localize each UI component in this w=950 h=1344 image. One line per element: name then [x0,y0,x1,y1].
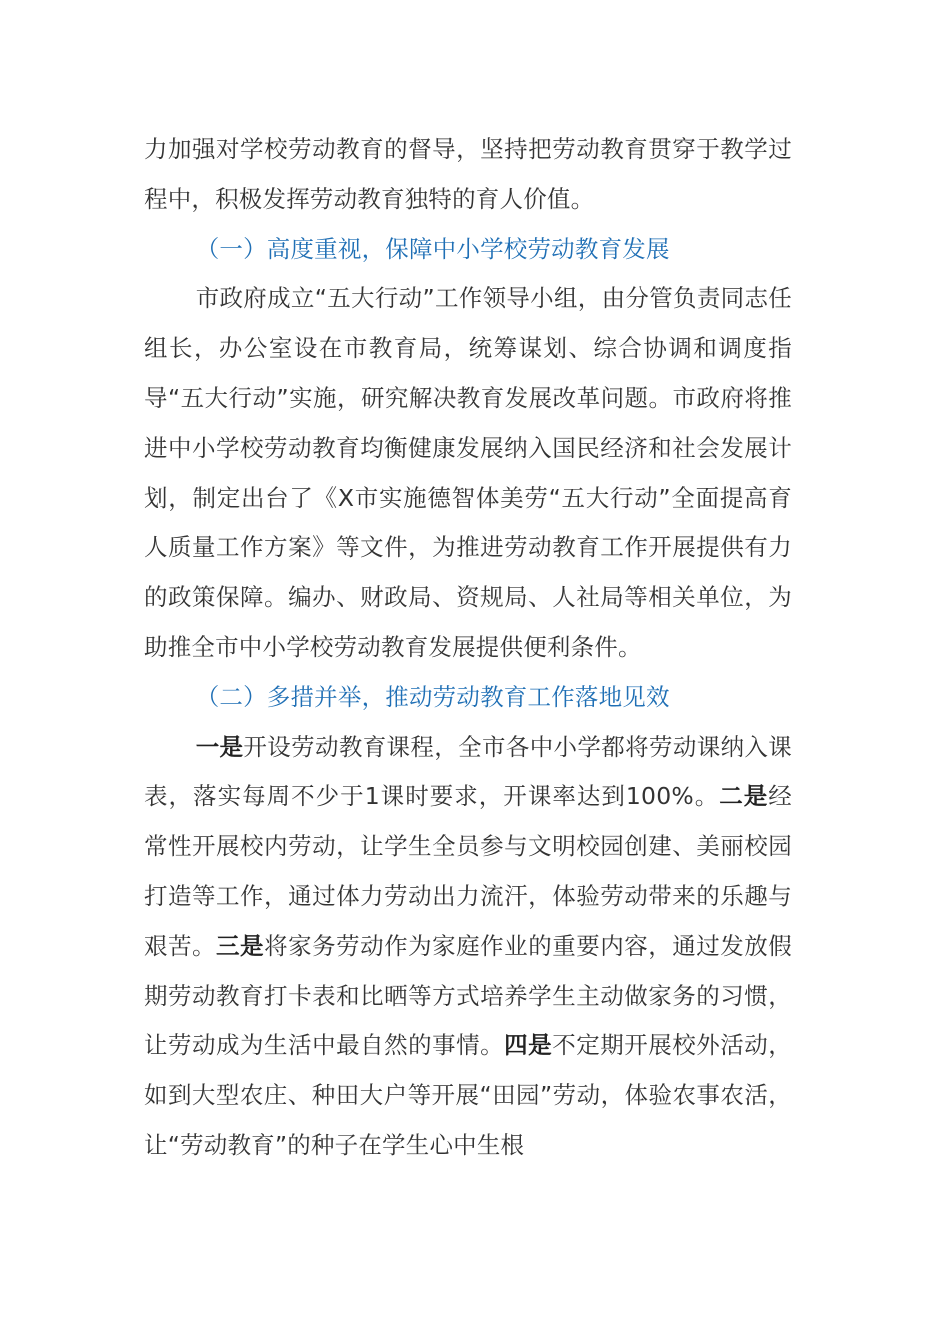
document-page [144,125,792,1171]
point-lead-4: 四是 [504,1031,553,1060]
section-1-paragraph: 市政府成立“五大行动”工作领导小组，由分管负责同志任组长，办公室设在市教育局，统筹谋划、综合协调和调度指导“五大行动”实施，研究解决教育发展改革问题。市政府将推进中小学校劳动教育均衡健康发展纳入国民经济和社会发展计划，制定出台了《X市实施德智体美劳“五大行动”全面提高育人质量工作方案》等文件，为推进劳动教育工作开展提供有力的政策保障。编办、财政局、资规局、人社局等相关单位，为助推全市中小学校劳动教育发展提供便利条件。 [144,284,792,661]
section-heading-1: （一）高度重视，保障中小学校劳动教育发展 [195,234,670,263]
section-2-paragraph [144,723,792,1171]
point-lead-1: 一是 [195,732,244,761]
point-lead-3: 三是 [216,931,265,960]
section-heading-2: （二）多措并举，推动劳动教育工作落地见效 [195,682,670,711]
point-text-4: 不定期开展校外活动，如到大型农庄、种田大户等开展“田园”劳动，体验农事农活，让“劳动教育”的种子在学生心中生根 [144,1031,793,1159]
point-text-3: 将家务劳动作为家庭作业的重要内容，通过发放假期劳动教育打卡表和比晒等方式培养学生主动做家务的习惯，让劳动成为生活中最自然的事情。 [144,931,793,1060]
intro-paragraph: 力加强对学校劳动教育的督导，坚持把劳动教育贯穿于教学过程中，积极发挥劳动教育独特的育人价值。 [144,135,792,213]
point-lead-2: 二是 [719,782,769,811]
point-text-2: 经常性开展校内劳动，让学生全员参与文明校园创建、美丽校园打造等工作，通过体力劳动出力流汗，体验劳动带来的乐趣与艰苦。 [144,782,792,960]
point-text-1: 开设劳动教育课程，全市各中小学都将劳动课纳入课表，落实每周不少于1课时要求，开课率达到100%。 [144,732,792,811]
